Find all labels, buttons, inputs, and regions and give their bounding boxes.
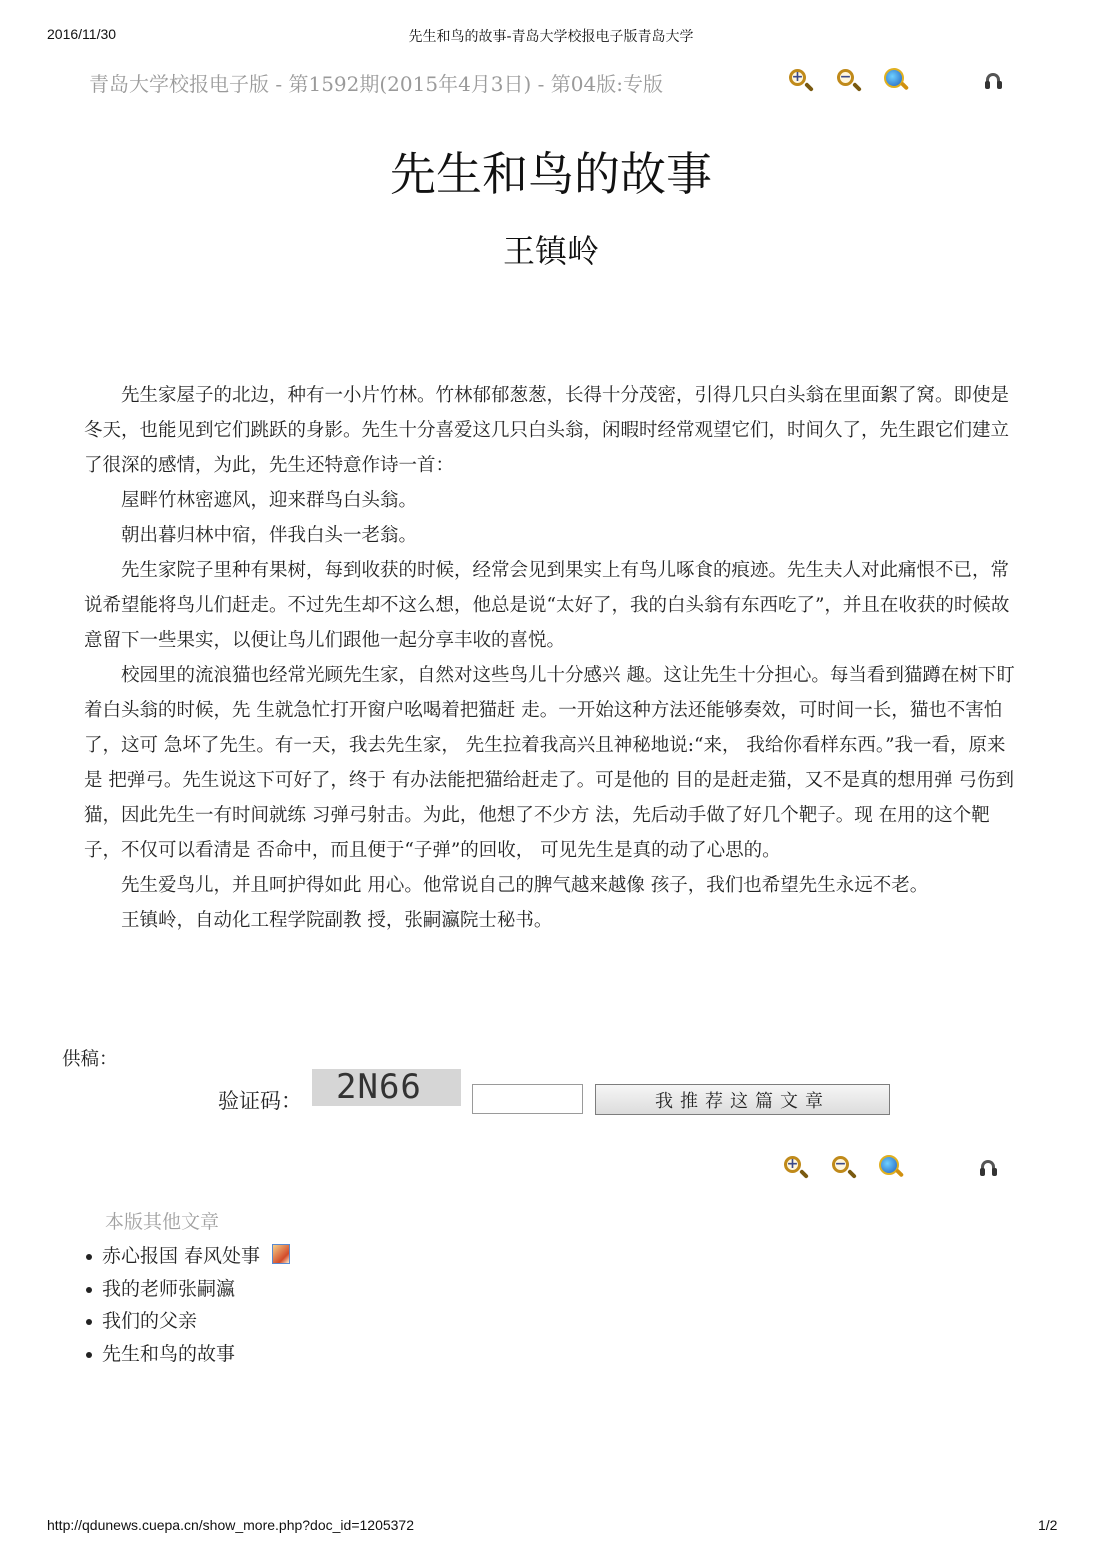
other-article-link[interactable]: 赤心报国 春风处事 [102, 1245, 261, 1267]
list-item [86, 1273, 290, 1306]
article-title: 先生和鸟的故事 [390, 147, 712, 201]
picture-icon[interactable] [272, 1244, 290, 1264]
list-item [86, 1338, 290, 1371]
poem-line: 屋畔竹林密遮风，迎来群鸟白头翁。 [121, 490, 418, 511]
list-item [86, 1240, 290, 1273]
bullet-icon [86, 1287, 92, 1293]
other-articles-heading: 本版其他文章 [105, 1211, 220, 1233]
toolbar-top [788, 68, 1004, 94]
paragraph: 校园里的流浪猫也经常光顾先生家，自然对这些鸟儿十分感兴 趣。这让先生十分担心。每当看到猫蹲在树下盯着白头翁的时候，先 生就急忙打开窗户吆喝着把猫赶 走。一开始这种方法还能够奏效，可时间一长，猫也不害怕了，这可 急坏了先生。有一天，我去先生家， 先生拉着我高兴且神秘地说:“来， 我给你看样东西。”我一看，原来是 把弹弓。先生说这下可好了，终于 有办法能把猫给赶走了。可是他的 目的是赶走猫，又不是真的想用弹 弓伤到猫，因此先生一有时间就练 习弹弓射击。为此，他想了不少方 法，先后动手做了好几个靶子。现 在用的这个靶子，不仅可以看清是 否命中，而且便于“子弹”的回收， 可见先生是真的动了心思的。 [84, 665, 1015, 861]
edition-line: 青岛大学校报电子版 - 第1592期(2015年4月3日) - 第04版:专版 [89, 72, 663, 96]
print-page-number: 1/2 [1038, 1517, 1058, 1533]
captcha-image[interactable]: 2N66 [312, 1069, 461, 1106]
other-article-link[interactable]: 我们的父亲 [102, 1310, 198, 1332]
zoom-in-icon[interactable]: + [788, 68, 814, 94]
captcha-input[interactable] [472, 1084, 583, 1114]
headphone-icon[interactable] [979, 1158, 999, 1178]
poem-line: 朝出暮归林中宿，伴我白头一老翁。 [121, 525, 418, 546]
headphone-icon[interactable] [984, 71, 1004, 91]
globe-search-icon[interactable] [879, 1155, 905, 1181]
other-articles-list [86, 1240, 290, 1370]
print-page-title: 先生和鸟的故事-青岛大学校报电子版青岛大学 [408, 29, 694, 45]
paragraph: 先生爱鸟儿，并且呵护得如此 用心。他常说自己的脾气越来越像 孩子，我们也希望先生永远不老。 [121, 875, 929, 896]
bullet-icon [86, 1319, 92, 1325]
list-item [86, 1305, 290, 1338]
bullet-icon [86, 1352, 92, 1358]
zoom-out-icon[interactable]: − [831, 1155, 857, 1181]
bullet-icon [86, 1254, 92, 1260]
article-body [84, 378, 1024, 938]
recommend-button[interactable]: 我推荐这篇文章 [595, 1084, 890, 1115]
other-article-link[interactable]: 我的老师张嗣瀛 [102, 1277, 236, 1300]
print-date: 2016/11/30 [47, 26, 117, 42]
author-note: 王镇岭，自动化工程学院副教 授，张嗣瀛院士秘书。 [121, 910, 553, 931]
supply-label: 供稿： [62, 1049, 118, 1070]
paragraph: 先生家屋子的北边，种有一小片竹林。竹林郁郁葱葱，长得十分茂密，引得几只白头翁在里面絮了窝。即使是冬天，也能见到它们跳跃的身影。先生十分喜爱这几只白头翁，闲暇时经常观望它们，时间久了，先生跟它们建立了很深的感情，为此，先生还特意作诗一首： [84, 385, 1010, 476]
article-author: 王镇岭 [502, 232, 599, 270]
globe-search-icon[interactable] [884, 68, 910, 94]
print-url: http://qdunews.cuepa.cn/show_more.php?doc_id=1205372 [47, 1517, 414, 1533]
paragraph: 先生家院子里种有果树，每到收获的时候，经常会见到果实上有鸟儿啄食的痕迹。先生夫人对此痛恨不已，常说希望能将鸟儿们赶走。不过先生却不这么想，他总是说“太好了，我的白头翁有东西吃了”，并且在收获的时候故意留下一些果实，以便让鸟儿们跟他一起分享丰收的喜悦。 [84, 560, 1010, 651]
zoom-out-icon[interactable]: − [836, 68, 862, 94]
zoom-in-icon[interactable]: + [783, 1155, 809, 1181]
other-article-link[interactable]: 先生和鸟的故事 [102, 1342, 236, 1365]
toolbar-bottom [783, 1155, 999, 1181]
verify-label: 验证码： [218, 1089, 302, 1113]
